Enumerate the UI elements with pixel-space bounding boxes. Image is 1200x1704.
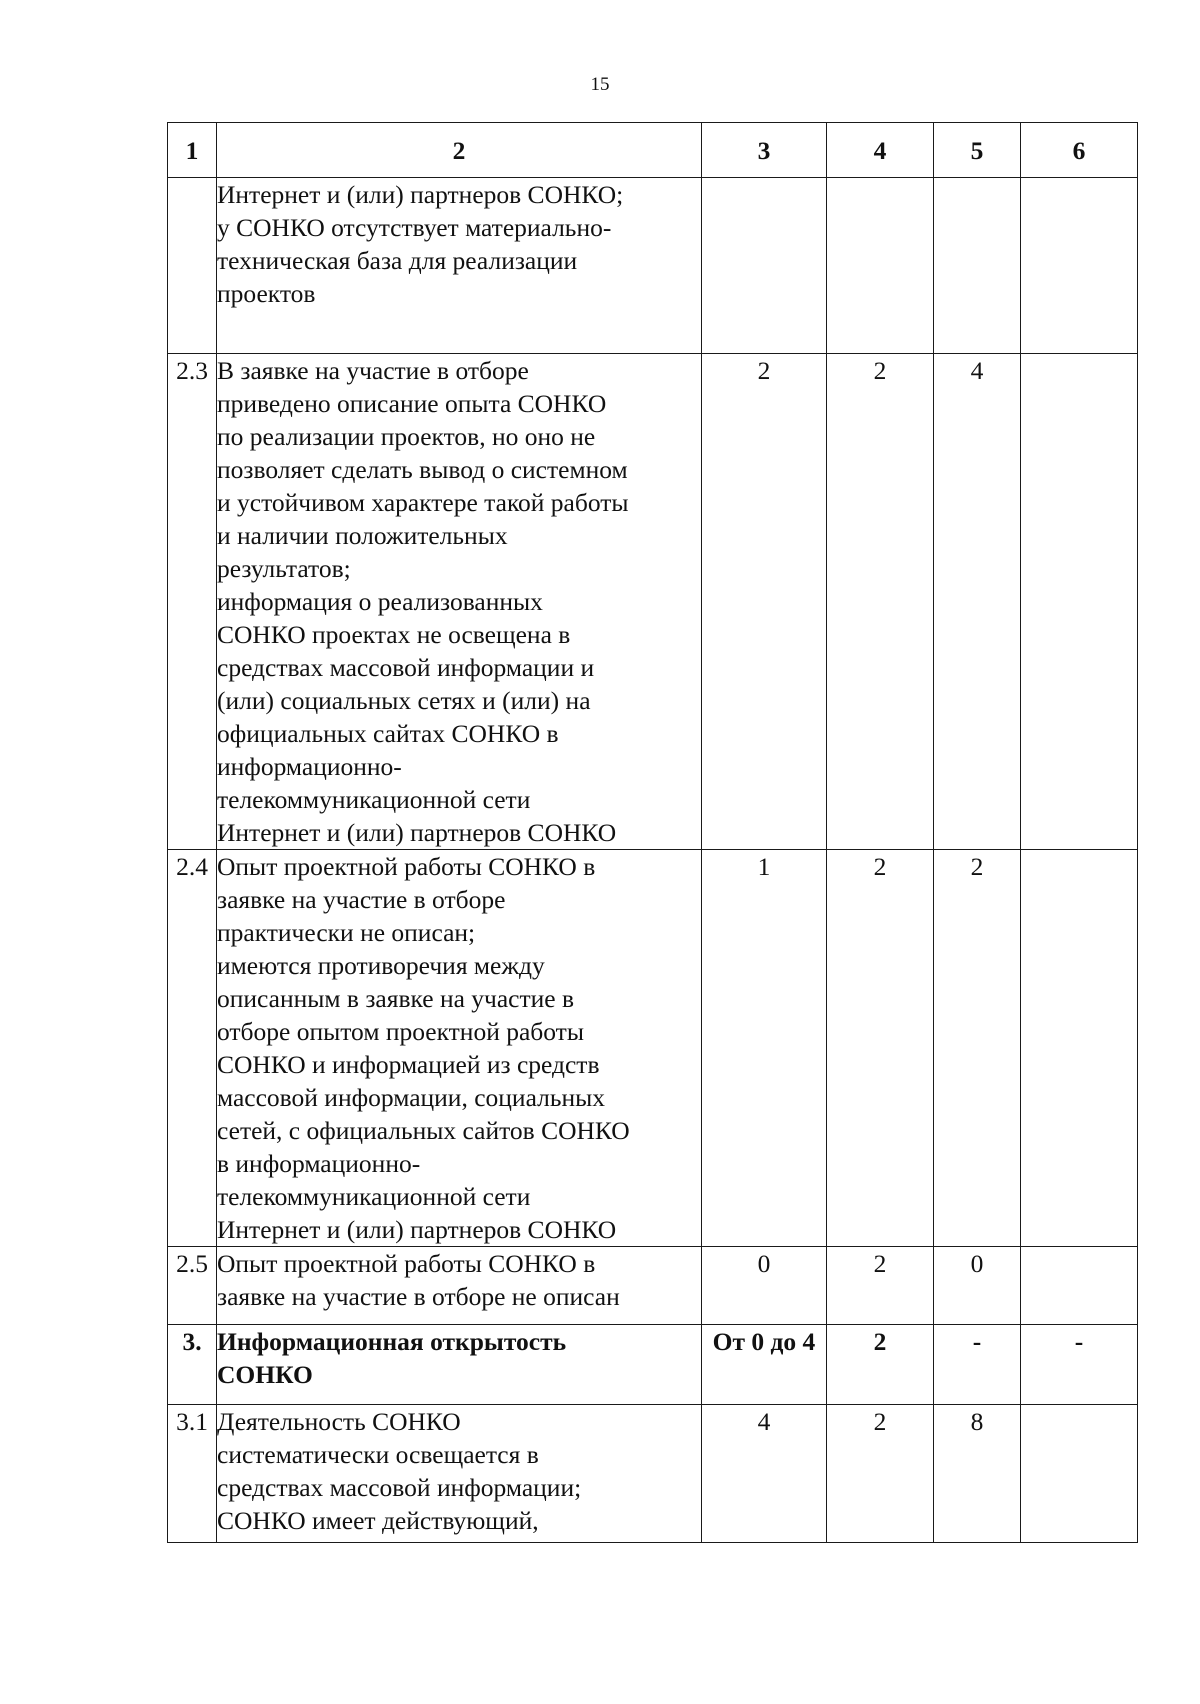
weight-cell: 2 (827, 850, 934, 1247)
note-cell (1021, 178, 1138, 354)
criterion-text-line: сетей, с официальных сайтов СОНКО (217, 1116, 630, 1145)
criterion-text-line: официальных сайтах СОНКО в (217, 719, 559, 748)
total-cell: - (934, 1325, 1021, 1405)
note-cell (1021, 1247, 1138, 1325)
score-cell (702, 178, 827, 354)
criterion-text-line: в информационно- (217, 1149, 421, 1178)
total-cell: 4 (934, 354, 1021, 850)
criterion-text-line: (или) социальных сетях и (или) на (217, 686, 591, 715)
criterion-text-line: телекоммуникационной сети (217, 785, 531, 814)
criterion-text-line: Интернет и (или) партнеров СОНКО; (217, 180, 624, 209)
row-number-cell: 3. (168, 1325, 217, 1405)
table-row (168, 354, 1138, 850)
criterion-text-line: средствах массовой информации и (217, 653, 595, 682)
criterion-text-cell (217, 1405, 702, 1543)
criterion-text-line: информация о реализованных (217, 587, 543, 616)
criterion-text-line: Интернет и (или) партнеров СОНКО (217, 818, 617, 847)
score-cell: 1 (702, 850, 827, 1247)
criterion-text-line: приведено описание опыта СОНКО (217, 389, 607, 418)
total-cell: 0 (934, 1247, 1021, 1325)
criterion-text-line: СОНКО имеет действующий, (217, 1506, 539, 1535)
note-cell: - (1021, 1325, 1138, 1405)
total-cell: 8 (934, 1405, 1021, 1543)
criterion-text-line: СОНКО и информацией из средств (217, 1050, 600, 1079)
criterion-text-line: информационно- (217, 752, 402, 781)
criterion-text-line: СОНКО (217, 1360, 313, 1389)
criterion-text-line: Деятельность СОНКО (217, 1407, 461, 1436)
criterion-text-line: техническая база для реализации (217, 246, 578, 275)
weight-cell: 2 (827, 1325, 934, 1405)
criterion-text-line: средствах массовой информации; (217, 1473, 582, 1502)
header-cell-6: 6 (1021, 123, 1138, 178)
criterion-text-line: и наличии положительных (217, 521, 508, 550)
total-cell: 2 (934, 850, 1021, 1247)
table-header-row (168, 123, 1138, 178)
row-number-cell: 2.5 (168, 1247, 217, 1325)
page-number: 15 (590, 74, 610, 95)
weight-cell: 2 (827, 1405, 934, 1543)
header-cell-4: 4 (827, 123, 934, 178)
criterion-text-line: по реализации проектов, но оно не (217, 422, 596, 451)
note-cell (1021, 1405, 1138, 1543)
row-number-cell: 2.3 (168, 354, 217, 850)
table-row (168, 1325, 1138, 1405)
total-cell (934, 178, 1021, 354)
criterion-text-line: позволяет сделать вывод о системном (217, 455, 628, 484)
row-number-cell (168, 178, 217, 354)
note-cell (1021, 354, 1138, 850)
criterion-text-cell (217, 1325, 702, 1405)
criteria-table (167, 122, 1138, 1543)
criterion-text-line: Опыт проектной работы СОНКО в (217, 1249, 596, 1278)
table-row (168, 178, 1138, 354)
criterion-text-cell (217, 178, 702, 354)
criterion-text-line: Информационная открытость (217, 1327, 567, 1356)
table-row (168, 1247, 1138, 1325)
weight-cell: 2 (827, 1247, 934, 1325)
criterion-text-line: систематически освещается в (217, 1440, 539, 1469)
criterion-text-cell (217, 1247, 702, 1325)
table-row (168, 1405, 1138, 1543)
weight-cell: 2 (827, 354, 934, 850)
criterion-text-line: Интернет и (или) партнеров СОНКО (217, 1215, 617, 1244)
header-cell-2: 2 (217, 123, 702, 178)
row-number-cell: 2.4 (168, 850, 217, 1247)
criterion-text-line: заявке на участие в отборе не описан (217, 1282, 620, 1311)
score-cell: 2 (702, 354, 827, 850)
score-cell: 4 (702, 1405, 827, 1543)
criterion-text-line: Опыт проектной работы СОНКО в (217, 852, 596, 881)
criterion-text-line: телекоммуникационной сети (217, 1182, 531, 1211)
criterion-text-line: СОНКО проектах не освещена в (217, 620, 571, 649)
criterion-text-line: практически не описан; (217, 918, 476, 947)
criterion-text-line: результатов; (217, 554, 351, 583)
table-row (168, 850, 1138, 1247)
criterion-text-line: отборе опытом проектной работы (217, 1017, 584, 1046)
criterion-text-line: заявке на участие в отборе (217, 885, 506, 914)
criterion-text-line: и устойчивом характере такой работы (217, 488, 629, 517)
criterion-text-line: имеются противоречия между (217, 951, 545, 980)
note-cell (1021, 850, 1138, 1247)
header-cell-1: 1 (168, 123, 217, 178)
criterion-text-cell (217, 850, 702, 1247)
score-cell: 0 (702, 1247, 827, 1325)
score-cell: От 0 до 4 (702, 1325, 827, 1405)
header-cell-3: 3 (702, 123, 827, 178)
criterion-text-line: массовой информации, социальных (217, 1083, 605, 1112)
header-cell-5: 5 (934, 123, 1021, 178)
criterion-text-cell (217, 354, 702, 850)
weight-cell (827, 178, 934, 354)
criterion-text-line: проектов (217, 279, 316, 308)
row-number-cell: 3.1 (168, 1405, 217, 1543)
criterion-text-line: описанным в заявке на участие в (217, 984, 575, 1013)
criterion-text-line: у СОНКО отсутствует материально- (217, 213, 612, 242)
criterion-text-line: В заявке на участие в отборе (217, 356, 529, 385)
